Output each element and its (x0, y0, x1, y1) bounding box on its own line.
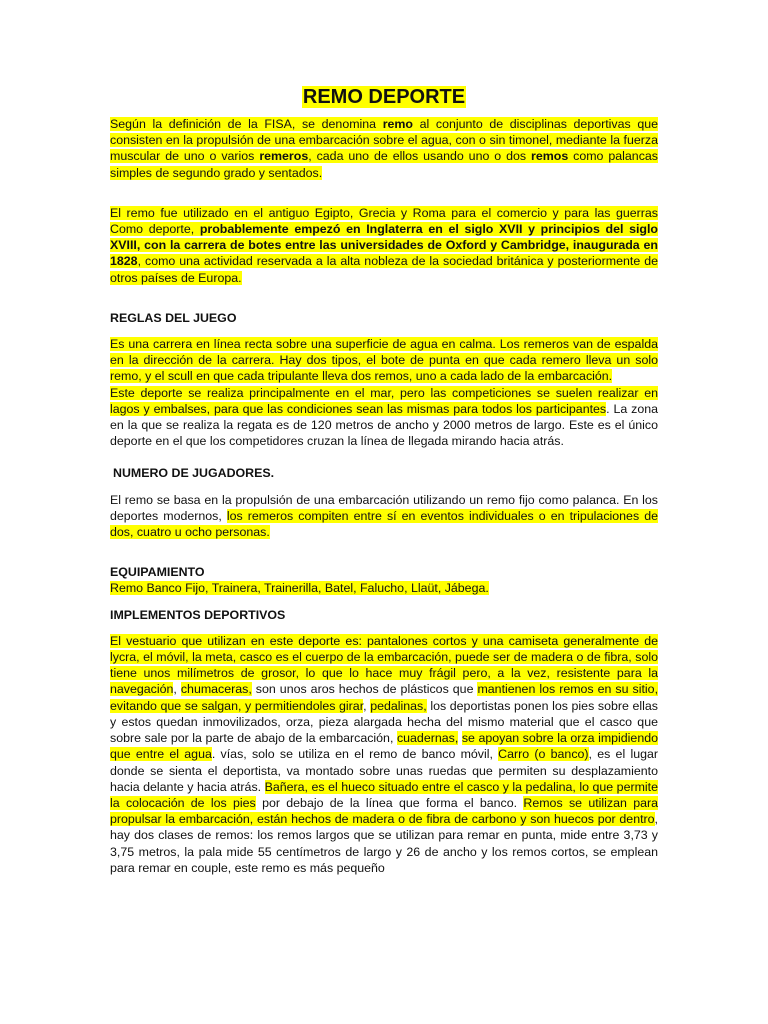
reglas-paragraph-2 (110, 385, 658, 450)
implementos-heading: IMPLEMENTOS DEPORTIVOS (110, 607, 286, 622)
intro-text-4: como palancas simples de segundo grado y sentados. (110, 149, 658, 180)
implementos-text-1: , (173, 682, 181, 697)
intro-bold-remeros: remeros (259, 149, 309, 164)
implementos-hl-2: chumaceras, (180, 682, 252, 697)
document-page (110, 84, 658, 876)
reglas-text-1: Es una carrera en línea recta sobre una superficie de agua en calma. Los remeros van de espalda en la dirección de la carrera. Hay dos tipos, el bote de punta en que cada remero lleva un solo remo, y el scull en que cada tripulante lleva dos remos, uno a cada lado de la embarcación. (110, 337, 658, 384)
implementos-text-4: los deportistas ponen los pies sobre ellas y estos quedan inmovilizados, orza, pieza alargada hecha del mismo material que el casco que sobre sale por la parte de abajo de la embarcación, (110, 698, 658, 746)
jugadores-paragraph (110, 492, 658, 541)
history-bold: probablemente empezó en Inglaterra en el siglo XVII y principios del siglo XVIII, con la carrera de botes entre las universidades de Oxford y Cambridge, inaugurada en 1828 (110, 222, 658, 269)
jugadores-text: El remo se basa en la propulsión de una embarcación utilizando un remo fijo como palanca. En los deportes modernos, (110, 492, 658, 523)
history-text-1: El remo fue utilizado en el antiguo Egipto, Grecia y Roma para el comercio y para las guerras Como deporte, (110, 205, 658, 237)
history-paragraph (110, 205, 658, 286)
intro-bold-remos: remos (531, 149, 569, 164)
implementos-text-7: , es el lugar donde se sienta el deportista, va montado sobre unas ruedas que permiten su desplazamiento hacia delante y hacia atrás. (110, 747, 658, 794)
page-title: REMO DEPORTE (302, 86, 466, 108)
implementos-text-2: son unos aros hechos de plásticos que (251, 682, 478, 697)
equipamiento-paragraph (110, 580, 658, 596)
equipamiento-heading: EQUIPAMIENTO (110, 565, 205, 580)
reglas-paragraph-1 (110, 336, 658, 385)
implementos-hl-6: se apoyan sobre la orza impidiendo que entre el agua (110, 731, 658, 762)
implementos-hl-4: pedalinas, (370, 698, 427, 713)
reglas-heading: REGLAS DEL JUEGO (110, 310, 237, 325)
intro-bold-remo: remo (382, 117, 414, 131)
implementos-hl-3: mantienen los remos en su sitio, evitando que se salgan, y permitiendoles girar (110, 682, 659, 713)
implementos-text-9: , hay dos clases de remos: los remos largos que se utilizan para remar en punta, mide entre 3,73 y 3,75 metros, la pala mide 55 centímetros de largo y 26 de ancho y los remos cortos, se emplean para remar en couple, este remo es más pequeño (110, 812, 658, 875)
jugadores-heading: NUMERO DE JUGADORES. (113, 466, 275, 481)
intro-paragraph (110, 116, 658, 181)
intro-text-2: al conjunto de disciplinas deportivas que consisten en la propulsión de una embarcación sobre el agua, con o sin timonel, mediante la fuerza muscular de uno o varios (110, 117, 659, 164)
implementos-text-6: . vías, solo se utiliza en el remo de banco móvil, (211, 747, 499, 762)
implementos-text-8: por debajo de la línea que forma el banco. (255, 795, 524, 810)
implementos-hl-1: El vestuario que utilizan en este deporte es: pantalones cortos y una camiseta generalmente de lycra, el móvil, la meta, casco es el cuerpo de la embarcación, puede ser de madera o de fibra, solo tiene unos milímetros de grosor, lo que lo hace muy frágil pero, a la vez, resistente para la navegación (110, 633, 658, 697)
history-text-2: , como una actividad reservada a la alta nobleza de la sociedad británica y posteriormente de otros países de Europa. (110, 254, 658, 285)
intro-text-3: , cada uno de ellos usando uno o dos (308, 149, 532, 164)
implementos-hl-7: Carro (o banco) (498, 747, 589, 762)
implementos-text-3: , (363, 698, 371, 713)
implementos-hl-5: cuadernas, (396, 731, 459, 746)
implementos-hl-8: Bañera, es el hueco situado entre el casco y la pedalina, lo que permite la colocación de los pies (110, 779, 658, 810)
reglas-text-2-rest: . La zona en la que se realiza la regata es de 120 metros de ancho y 2000 metros de largo. Este es el único deporte en el que los competidores cruzan la línea de llegada mirando hacia atrás. (110, 401, 658, 449)
intro-text-1: Según la definición de la FISA, se denomina (110, 117, 383, 131)
title-container (110, 84, 658, 114)
reglas-text-2-highlight: Este deporte se realiza principalmente en el mar, pero las competiciones se suelen realizar en lagos y embalses, para que las condiciones sean las mismas para todos los participantes (110, 385, 658, 416)
implementos-paragraph (110, 633, 658, 876)
jugadores-highlight: los remeros compiten entre sí en eventos individuales o en tripulaciones de dos, cuatro u ocho personas. (110, 508, 658, 540)
equipamiento-list: Remo Banco Fijo, Trainera, Trainerilla, Batel, Falucho, Llaüt, Jábega. (110, 581, 489, 596)
implementos-hl-9: Remos se utilizan para propulsar la embarcación, están hechos de madera o de fibra de carbono y son huecos por dentro (110, 795, 658, 827)
